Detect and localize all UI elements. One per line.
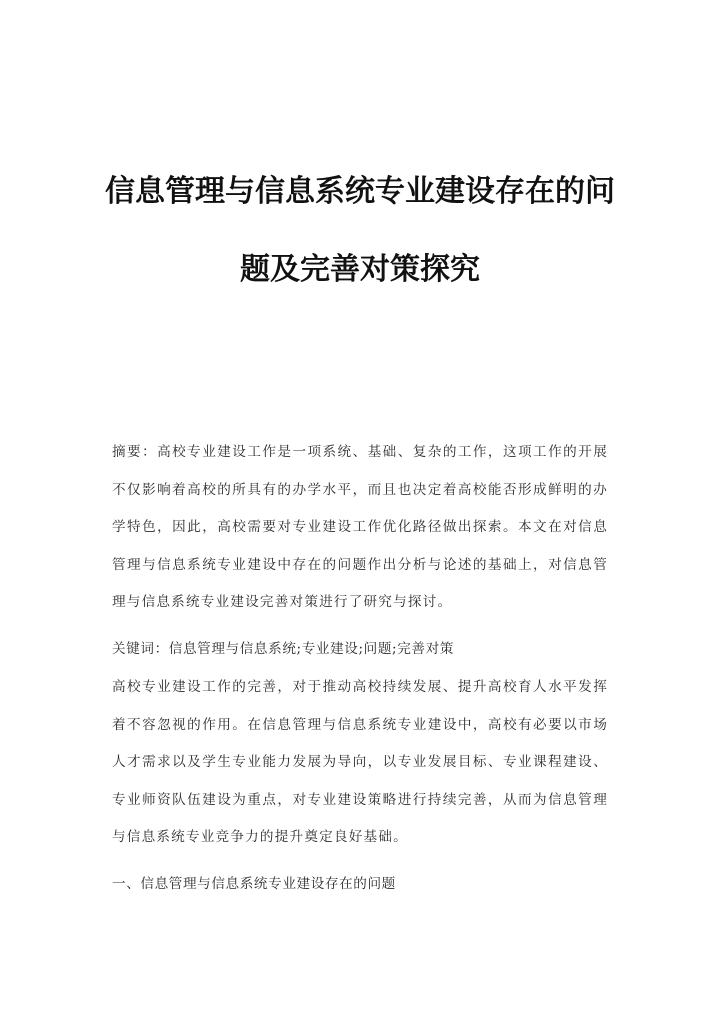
keywords-line: 关键词：信息管理与信息系统;专业建设;问题;完善对策 — [112, 641, 454, 657]
intro-paragraph: 高校专业建设工作的完善，对于推动高校持续发展、提升高校育人水平发挥着不容忽视的作用。在信息管理与信息系统专业建设中，高校有必要以市场人才需求以及学生专业能力发展为导向，以专业发展目标、专业课程建设、专业师资队伍建设为重点，对专业建设策略进行持续完善，从而为信息管理与信息系统专业竞争力的提升奠定良好基础。 — [112, 679, 608, 845]
abstract-paragraph: 摘要：高校专业建设工作是一项系统、基础、复杂的工作，这项工作的开展不仅影响着高校的所具有的办学水平，而且也决定着高校能否形成鲜明的办学特色，因此，高校需要对专业建设工作优化路径做出探索。本文在对信息管理与信息系统专业建设中存在的问题作出分析与论述的基础上，对信息管理与信息系统专业建设完善对策进行了研究与探讨。 — [112, 444, 608, 610]
document-title-line-2: 题及完善对策探究 — [240, 252, 480, 287]
section-heading-1: 一、信息管理与信息系统专业建设存在的问题 — [112, 876, 396, 892]
document-title-line-1: 信息管理与信息系统专业建设存在的问 — [105, 174, 615, 209]
